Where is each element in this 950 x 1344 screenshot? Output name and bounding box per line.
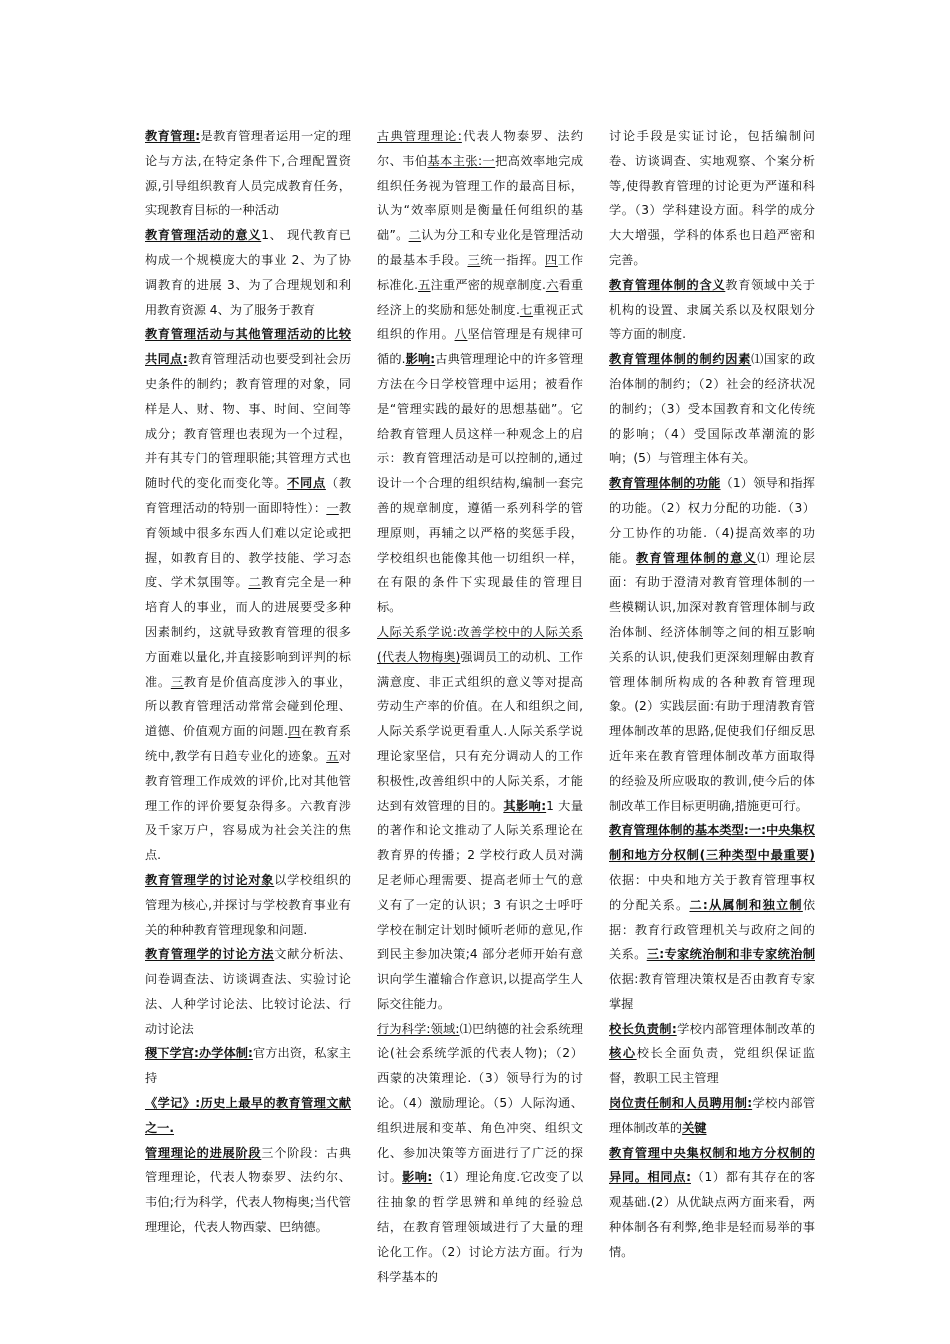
term-heading: 教育管理体制的制约因素 xyxy=(609,352,752,367)
term-heading: 教育管理体制的意义 xyxy=(635,550,758,565)
term-heading: 教育管理体制的含义 xyxy=(609,277,726,292)
body-text: 1、 现代教育已构成一个规模庞大的事业 2、为了协调教育的进展 3、为了合理规划和利用教育资源 4、为了服务于教育 xyxy=(145,228,351,317)
term-heading: 教育管理体制的基本类型:一:中央集权制和地方分权制(三种类型中最重要) xyxy=(609,823,815,863)
body-text: 依据：中央和地方关于教育管理事权的分配关系。 xyxy=(609,872,815,912)
term-heading: 七 xyxy=(519,302,533,317)
term-heading: 教育管理中央集权制和地方分权制的异同。相同点: xyxy=(609,1145,815,1185)
paragraph xyxy=(377,124,583,620)
body-text: 文献分析法、问卷调查法、访谈调查法、实验讨论法、人种学讨论法、比较讨论法、行动讨论法 xyxy=(145,947,352,1036)
body-text: 是教育管理者运用一定的理论与方法,在特定条件下,合理配置资源,引导组织教育人员完成教育任务，实现教育目标的一种活动 xyxy=(145,129,351,218)
term-heading: 教育管理活动与其他管理活动的比较共同点: xyxy=(145,327,351,367)
body-text: 教育领域中关于机构的设置、隶属关系以及权限划分等方面的制度. xyxy=(609,277,816,342)
body-text: 依据:教育管理决策权是否由教育专家掌握 xyxy=(609,972,815,1011)
paragraph xyxy=(609,1141,815,1265)
term-heading: 一 xyxy=(326,500,339,515)
term-heading: 教育管理学的讨论方法 xyxy=(145,947,275,962)
column-1 xyxy=(145,124,351,1240)
body-text: 统一指挥。 xyxy=(480,252,545,267)
body-text: 校长全面负责，党组织保证监督，教职工民主管理 xyxy=(609,1046,815,1086)
body-text: 依据：教育行政管理机关与政府之间的关系。 xyxy=(609,897,816,962)
paragraph xyxy=(145,868,351,942)
body-text: （1）领导和指挥的功能。（2）权力分配的功能.（3）分工协作的功能.（4)提高效率的功能。 xyxy=(609,476,815,565)
term-heading: 四 xyxy=(287,724,301,739)
term-heading: 教育管理体制的功能 xyxy=(609,476,721,491)
paragraph xyxy=(145,1141,351,1240)
body-text: 看重经济上的奖励和惩处制度. xyxy=(377,277,584,317)
body-text: 重视正式组织的作用。 xyxy=(377,302,584,342)
body-text: 把高效率地完成组织任务视为管理工作的最高目标，认为“效率原则是衡量任何组织的基础”。 xyxy=(377,153,584,243)
body-text: （1）都有其存在的客观基础.(2）从优缺点两方面来看，两种体制各有利弊,绝非是轻而易举的事情。 xyxy=(609,1170,816,1259)
term-heading: 不同点 xyxy=(287,476,326,491)
paragraph xyxy=(145,124,351,223)
body-text: ⑴国家的政治体制的制约；（2）社会的经济状况的制约；（3）受本国教育和文化传统的影响；（4）受国际改革潮流的影响；(5）与管理主体有关。 xyxy=(609,352,816,466)
body-text: 三个阶段：古典管理理论，代表人物泰罗、法约尔、韦伯;行为科学，代表人物梅奥;当代管理理论，代表人物西蒙、巴纳德。 xyxy=(145,1145,352,1235)
paragraph xyxy=(609,1091,815,1141)
term-heading: 岗位责任制和人员聘用制: xyxy=(609,1096,753,1111)
term-heading: 八 xyxy=(454,327,468,342)
paragraph xyxy=(377,620,583,1017)
paragraph xyxy=(377,1017,583,1290)
term-heading: 三 xyxy=(170,674,184,689)
term-heading: 教育管理: xyxy=(145,129,201,143)
body-text: 讨论手段是实证讨论，包括编制问卷、访谈调查、实地观察、个案分析等,使得教育管理的讨论更为严谨和科学。（3）学科建设方面。科学的成分大大增强，学科的体系也日趋严密和完善。 xyxy=(609,129,815,267)
body-text: 在教育系统中,教学有日趋专业化的迹象。 xyxy=(145,724,352,763)
term-heading: 《学记》:历史上最早的教育管理文献之一. xyxy=(145,1096,351,1135)
paragraph xyxy=(609,124,815,273)
paragraph xyxy=(145,1091,351,1141)
term-heading: 三:专家统治制和非专家统治制 xyxy=(646,947,816,962)
paragraph xyxy=(145,223,351,322)
body-text: 注重严密的规章制度. xyxy=(430,277,546,292)
term-heading: 稷下学宫:办学体制: xyxy=(145,1046,253,1061)
term-heading: 五 xyxy=(326,748,339,763)
column-3 xyxy=(609,124,815,1265)
term-heading: 四 xyxy=(544,252,558,267)
body-text: 1 大量的著作和论文推动了人际关系理论在教育界的传播；2 学校行政人员对满足老师心理需要、提高老师士气的意义有了一定的认识；3 有识之士呼吁学校在制定计划时倾听老师的意见,作到民主参加决策;4 部分老师开始有意识向学生灌输合作意识,以提高学生人际交往能力。 xyxy=(377,798,584,1011)
paragraph xyxy=(609,1017,815,1091)
body-text: ⑴ 理论层面：有助于澄清对教育管理体制的一些模糊认识,加深对教育管理体制与政治体制、经济体制等之间的相互影响关系的认识,使我们更深刻理解由教育管理体制所构成的各种教育管理现象。(2）实践层面:有助于理清教育管理体制改革的思路,促使我们仔细反思近年来在教育管理体制改革方面取得的经验及所应吸取的教训,使今后的体制改革工作目标更明确,措施更可行。 xyxy=(609,550,816,813)
body-text: （1）理论角度.它改变了以往抽象的哲学思辨和单纯的经验总结，在教育管理领域进行了大量的理论化工作。（2）讨论方法方面。行为科学基本的 xyxy=(377,1170,584,1284)
term-heading: 教育管理活动的意义 xyxy=(145,228,262,243)
body-text: 对教育管理工作成效的评价,比对其他管理工作的评价要复杂得多。六教育涉及千家万户，容易成为社会关注的焦点. xyxy=(145,748,352,863)
body-text: 代表人物泰罗、法约尔、韦伯 xyxy=(377,129,584,168)
paragraph xyxy=(145,942,351,1041)
paragraph xyxy=(609,273,815,347)
body-text: 教育领域中很多东西人们难以定论或把握，如教育目的、教学技能、学习态度、学术氛围等。 xyxy=(145,500,351,590)
body-text: 教育管理活动也要受到社会历史条件的制约；教育管理的对象，同样是人、财、物、事、时间、空间等成分；教育管理也表现为一个过程，并有其专门的管理职能;其管理方式也随时代的变化而变化等。 xyxy=(145,352,352,491)
paragraph xyxy=(609,347,815,471)
paragraph xyxy=(145,1041,351,1091)
paragraph xyxy=(609,818,815,1016)
column-2 xyxy=(377,124,583,1289)
body-text: 工作标准化. xyxy=(377,252,584,292)
body-text: 认为分工和专业化是管理活动的最基本手段。 xyxy=(377,228,584,267)
term-heading: 二:从属制和独立制 xyxy=(689,897,803,912)
term-heading: 管理理论的进展阶段 xyxy=(145,1145,262,1160)
term-heading: 六 xyxy=(545,277,559,292)
term-heading: 行为科学:领域: xyxy=(377,1021,460,1036)
term-heading: 影响: xyxy=(402,1170,433,1185)
term-heading: 人际关系学说:改善学校中的人际关系(代表人物梅奥) xyxy=(377,624,583,664)
body-text: 教育完全是一种培育人的事业，而人的进展要受多种因素制约，这就导致教育管理的很多方面难以量化,并直接影响到评判的标准。 xyxy=(145,575,352,689)
term-heading: 核心 xyxy=(609,1046,637,1061)
term-heading: 二 xyxy=(408,228,422,243)
body-text: 教育是价值高度涉入的事业，所以教育管理活动常常会碰到伦理、道德、价值观方面的问题. xyxy=(145,674,352,739)
body-text: 官方出资，私家主持 xyxy=(145,1046,352,1086)
paragraph xyxy=(609,471,815,818)
term-heading: 一 xyxy=(482,153,496,168)
term-heading: 教育管理学的讨论对象 xyxy=(145,872,275,887)
body-text: 以学校组织的管理为核心,并探讨与学校教育事业有关的种种教育管理现象和问题. xyxy=(145,872,352,937)
term-heading: 关键 xyxy=(682,1120,707,1135)
body-text: 强调员工的动机、工作满意度、非正式组织的意义等对提高劳动生产率的价值。在人和组织之间,人际关系学说更看重人.人际关系学说理论家坚信，只有充分调动人的工作积极性,改善组织中的人际关系，才能达到有效管理的目的。 xyxy=(377,649,583,813)
body-text: ⑴巴纳德的社会系统理论(社会系统学派的代表人物)；（2）西蒙的决策理论.（3）领导行为的讨论。（4）激励理论。（5）人际沟通、组织进展和变革、角色冲突、组织文化、参加决策等方面进行了广泛的探讨。 xyxy=(377,1021,583,1185)
term-heading: 三 xyxy=(467,252,481,267)
term-heading: 影响: xyxy=(405,352,436,367)
body-text: 古典管理理论中的许多管理方法在今日学校管理中运用；被看作是“管理实践的最好的思想基础”。它给教育管理人员这样一种观念上的启示：教育管理活动是可以控制的,通过设计一个合理的组织结构,编制一套完善的规章制度，遵循一系列科学的管理原则，再辅之以严格的奖惩手段，学校组织也能像其他一切组织一样，在有限的条件下实现最佳的管理目标。 xyxy=(377,352,584,615)
term-heading: 古典管理理论: xyxy=(377,129,462,143)
body-text: （教育管理活动的特别一面即特性）： xyxy=(145,476,352,515)
term-heading: 校长负责制: xyxy=(609,1021,677,1036)
term-heading: 五 xyxy=(418,277,431,292)
body-text: 学校内部管理体制改革的 xyxy=(609,1096,816,1135)
body-text: 学校内部管理体制改革的 xyxy=(676,1021,816,1036)
paragraph xyxy=(145,322,351,868)
body-text: 坚信管理是有规律可循的. xyxy=(377,327,584,367)
term-heading: 二 xyxy=(248,575,262,590)
term-heading: 基本主张: xyxy=(427,153,483,168)
term-heading: 其影响: xyxy=(503,798,547,813)
